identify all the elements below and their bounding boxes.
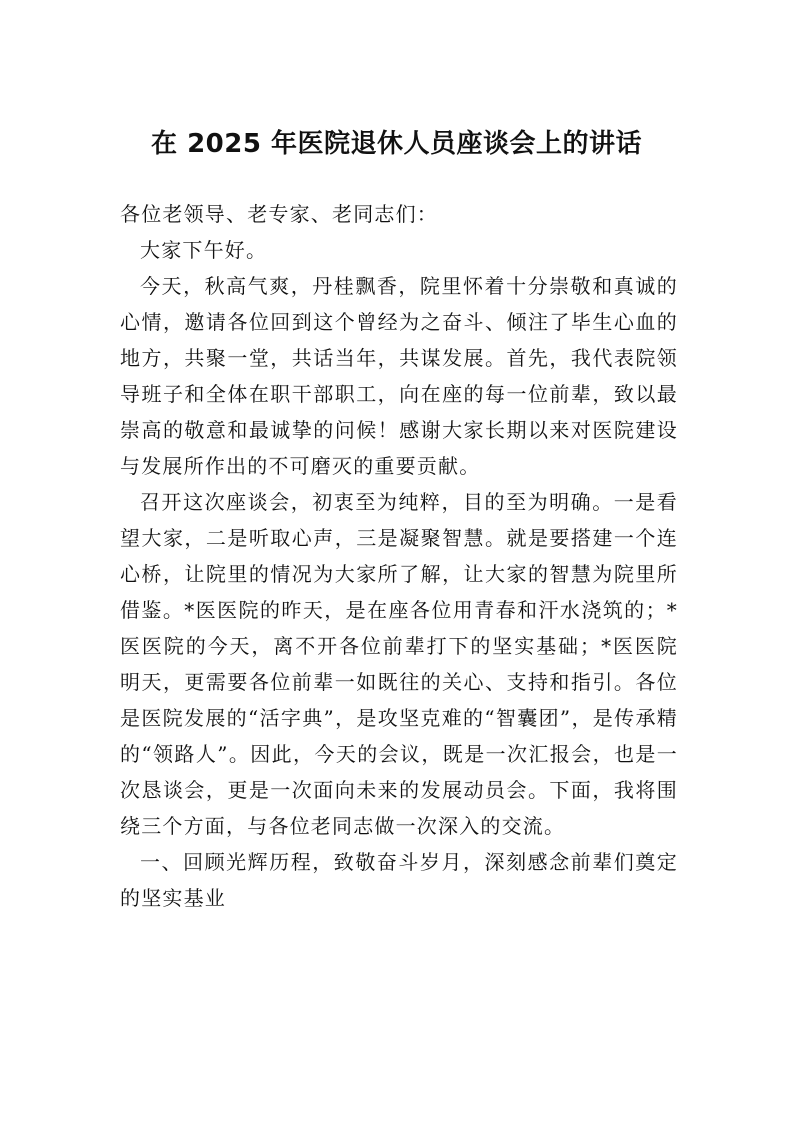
paragraph-line: 次恳谈会，更是一次面向未来的发展动员会。下面，我将围 — [120, 778, 678, 802]
paragraph-line: 崇高的敬意和最诚挚的问候！感谢大家长期以来对医院建设 — [120, 418, 678, 442]
paragraph-line: 心情，邀请各位回到这个曾经为之奋斗、倾注了毕生心血的 — [120, 310, 678, 334]
paragraph-line: 借鉴。*医医院的昨天，是在座各位用青春和汗水浇筑的；* — [120, 598, 678, 622]
paragraph-line: 望大家，二是听取心声，三是凝聚智慧。就是要搭建一个连 — [120, 526, 678, 550]
paragraph-line: 地方，共聚一堂，共话当年，共谋发展。首先，我代表院领 — [120, 346, 678, 370]
document-body — [120, 196, 678, 916]
paragraph-line: 的“领路人”。因此，今天的会议，既是一次汇报会，也是一 — [120, 742, 678, 766]
greeting-line: 大家下午好。 — [140, 238, 268, 262]
paragraph-line: 今天，秋高气爽，丹桂飘香，院里怀着十分崇敬和真诚的 — [140, 274, 678, 298]
paragraph-line: 心桥，让院里的情况为大家所了解，让大家的智慧为院里所 — [120, 562, 678, 586]
salutation-line: 各位老领导、老专家、老同志们： — [120, 202, 438, 226]
paragraph-line: 明天，更需要各位前辈一如既往的关心、支持和指引。各位 — [120, 670, 678, 694]
section-heading-line: 一、回顾光辉历程，致敬奋斗岁月，深刻感念前辈们奠定 — [140, 850, 678, 874]
paragraph-line: 是医院发展的“活字典”，是攻坚克难的“智囊团”，是传承精 — [120, 706, 678, 730]
paragraph-line: 导班子和全体在职干部职工，向在座的每一位前辈，致以最 — [120, 382, 678, 406]
paragraph-line: 召开这次座谈会，初衷至为纯粹，目的至为明确。一是看 — [140, 490, 678, 514]
document-title: 在 2025 年医院退休人员座谈会上的讲话 — [151, 129, 642, 159]
paragraph-line: 与发展所作出的不可磨灭的重要贡献。 — [120, 454, 481, 478]
section-heading-line: 的坚实基业 — [120, 886, 226, 910]
paragraph-line: 绕三个方面，与各位老同志做一次深入的交流。 — [120, 814, 566, 838]
paragraph-line: 医医院的今天，离不开各位前辈打下的坚实基础；*医医院 — [120, 634, 678, 658]
